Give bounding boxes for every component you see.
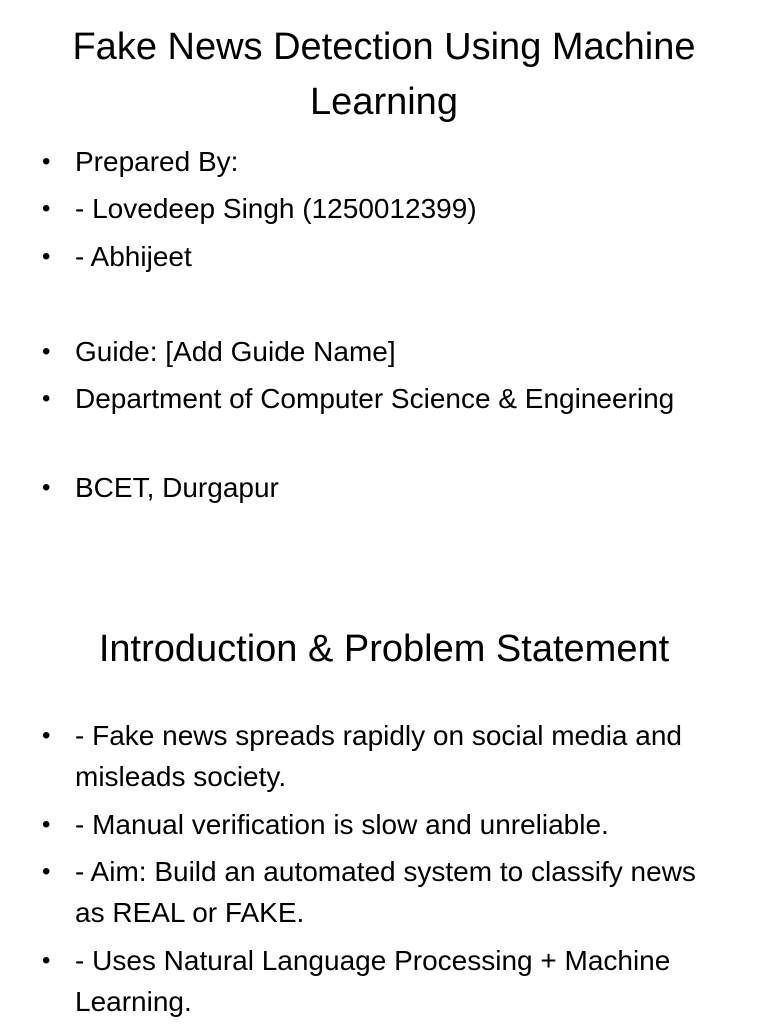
author-2: - Abhijeet	[75, 241, 192, 272]
bullet-icon: •	[42, 811, 51, 838]
institution-name: BCET, Durgapur	[75, 472, 279, 503]
problem-point-3: - Aim: Build an automated system to classify news as REAL or FAKE.	[75, 856, 696, 928]
author-1: - Lovedeep Singh (1250012399)	[75, 193, 477, 224]
department-name: Department of Computer Science & Engineering	[75, 383, 675, 414]
bullet-icon: •	[42, 385, 51, 412]
slide-1-title: Fake News Detection Using Machine Learning	[72, 26, 696, 123]
list-item	[42, 141, 712, 182]
problem-point-1: - Fake news spreads rapidly on social media and misleads society.	[75, 720, 682, 792]
list-item	[42, 715, 712, 797]
list-item	[42, 378, 712, 419]
list-item	[42, 804, 712, 845]
bullet-icon: •	[42, 195, 51, 222]
bullet-icon: •	[42, 148, 51, 175]
bullet-icon: •	[42, 338, 51, 365]
bullet-icon: •	[42, 243, 51, 270]
list-item	[42, 236, 712, 277]
list-item	[42, 467, 712, 508]
slide-introduction	[0, 582, 768, 1024]
list-item	[42, 331, 712, 372]
bullet-icon: •	[42, 722, 51, 749]
problem-point-4: - Uses Natural Language Processing + Machine Learning.	[75, 945, 671, 1017]
list-item	[42, 940, 712, 1022]
list-item	[42, 188, 712, 229]
bullet-icon: •	[42, 474, 51, 501]
problem-point-2: - Manual verification is slow and unreliable.	[75, 809, 609, 840]
prepared-by-label: Prepared By:	[75, 146, 239, 177]
guide-name: Guide: [Add Guide Name]	[75, 336, 396, 367]
list-item	[42, 851, 712, 933]
bullet-icon: •	[42, 858, 51, 885]
slide-2-title: Introduction & Problem Statement	[98, 628, 670, 670]
bullet-icon: •	[42, 947, 51, 974]
